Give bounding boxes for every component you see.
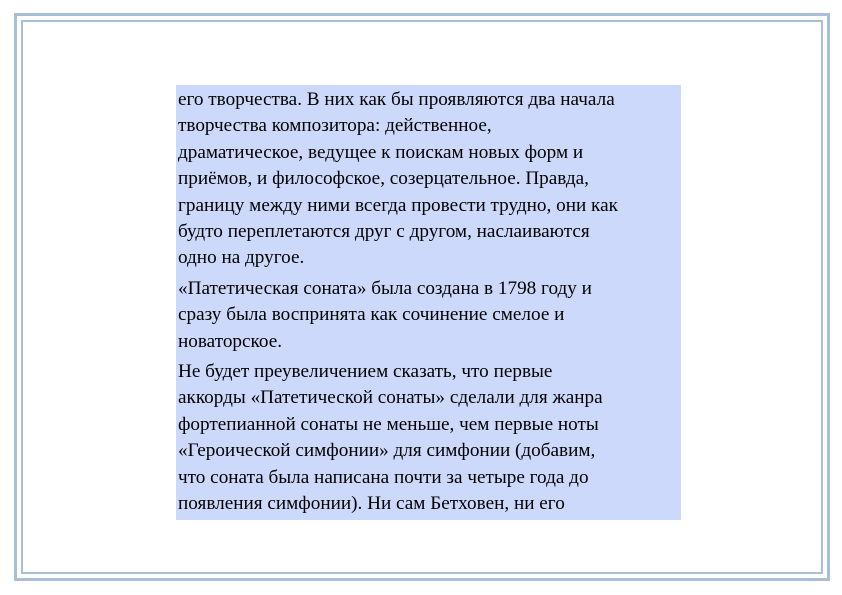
paragraph-2: «Патетическая соната» была создана в 1798 году и сразу была воспринята как сочинение смелое и новаторское. [178,277,592,352]
paragraph-3: Не будет преувеличением сказать, что первые аккорды «Патетической сонаты» сделали для жанра фортепианной сонаты не меньше, чем первые ноты «Героической симфонии» для симфонии (добавим, что соната была написана почти за четыре года до появления симфонии). Ни сам Бетховен, ни его [178,361,603,515]
paragraph-1: его творчества. В них как бы проявляются два начала творчества композитора: действенное, драматическое, ведущее к поискам новых форм и приёмов, и философское, созерцательное. Правда, границу между ними всегда провести трудно, они как будто переплетаются друг с другом, наслаиваются одно на другое. [178,89,618,269]
highlighted-text-block [176,85,681,520]
